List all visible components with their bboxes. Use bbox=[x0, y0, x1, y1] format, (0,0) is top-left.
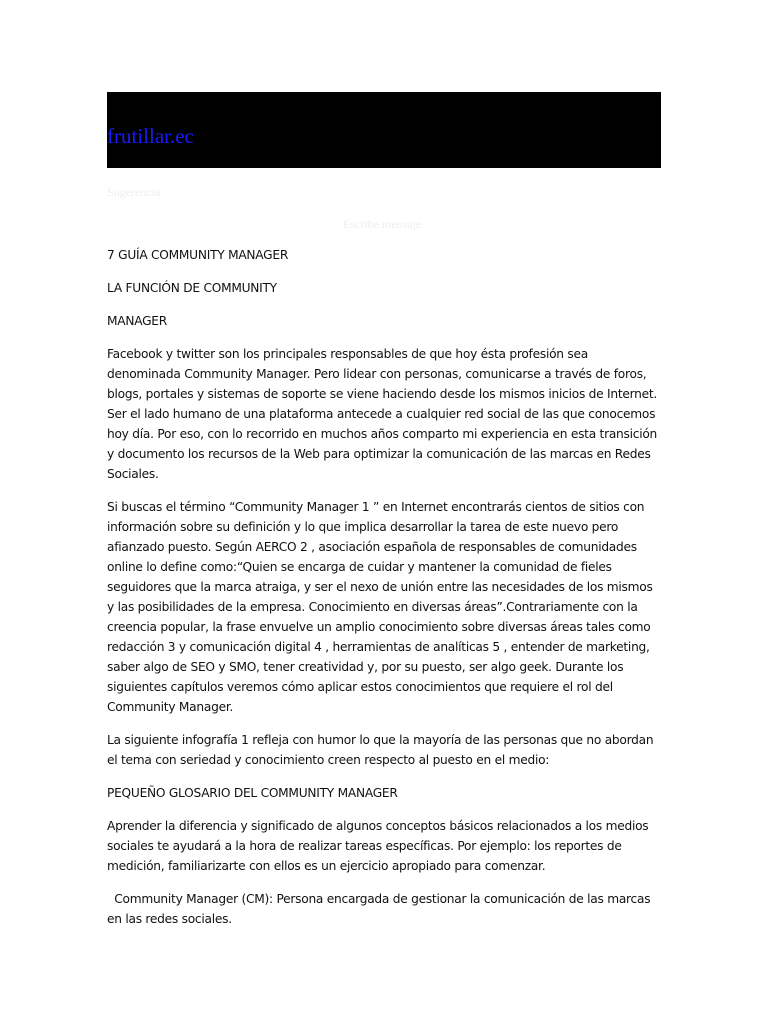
write-message-label: Escribe mensaje bbox=[343, 217, 422, 231]
document-paragraph: Aprender la diferencia y significado de algunos conceptos básicos relacionados a los medios sociales te ayudará a la hora de realizar tareas específicas. Por ejemplo: los reportes de medición, familiarizarte con ellos es un ejercicio apropiado para comenzar. bbox=[107, 819, 649, 873]
site-link[interactable]: frutillar.ec bbox=[107, 124, 194, 148]
document-heading: MANAGER bbox=[107, 314, 167, 328]
document-paragraph: Community Manager (CM): Persona encargada de gestionar la comunicación de las marcas en las redes sociales. bbox=[107, 892, 654, 926]
site-header-bar bbox=[107, 92, 661, 168]
document-heading: 7 GUÍA COMMUNITY MANAGER bbox=[107, 248, 289, 262]
suggestion-label: Sugerencia bbox=[107, 185, 161, 199]
document-paragraph: La siguiente infografía 1 refleja con humor lo que la mayoría de las personas que no abordan el tema con seriedad y conocimiento creen respecto al puesto en el medio: bbox=[107, 733, 654, 767]
document-paragraph: Si buscas el término “Community Manager 1 ” en Internet encontrarás cientos de sitios con información sobre su definición y lo que implica desarrollar la tarea de este nuevo pero afianzado puesto. Según AERCO 2 , asociación española de responsables de comunidades online lo define como:“Quien se encarga de cuidar y mantener la comunidad de fieles seguidores que la marca atraiga, y ser el nexo de unión entre las necesidades de los mismos y las posibilidades de la empresa. Conocimiento en diversas áreas”.Contrariamente con la creencia popular, la frase envuelve un amplio conocimiento sobre diversas áreas tales como redacción 3 y comunicación digital 4 , herramientas de analíticas 5 , entender de marketing, saber algo de SEO y SMO, tener creatividad y, por su puesto, ser algo geek. Durante los siguientes capítulos veremos cómo aplicar estos conocimientos que requiere el rol del Community Manager. bbox=[107, 500, 653, 714]
document-heading: LA FUNCIÓN DE COMMUNITY bbox=[107, 281, 277, 295]
document-body bbox=[107, 245, 663, 942]
document-heading: PEQUEÑO GLOSARIO DEL COMMUNITY MANAGER bbox=[107, 786, 398, 800]
document-paragraph: Facebook y twitter son los principales responsables de que hoy ésta profesión sea denominada Community Manager. Pero lidear con personas, comunicarse a través de foros, blogs, portales y sistemas de soporte se viene haciendo desde los mismos inicios de Internet. Ser el lado humano de una plataforma antecede a cualquier red social de las que conocemos hoy día. Por eso, con lo recorrido en muchos años comparto mi experiencia en esta transición y documento los recursos de la Web para optimizar la comunicación de las marcas en Redes Sociales. bbox=[107, 347, 658, 481]
